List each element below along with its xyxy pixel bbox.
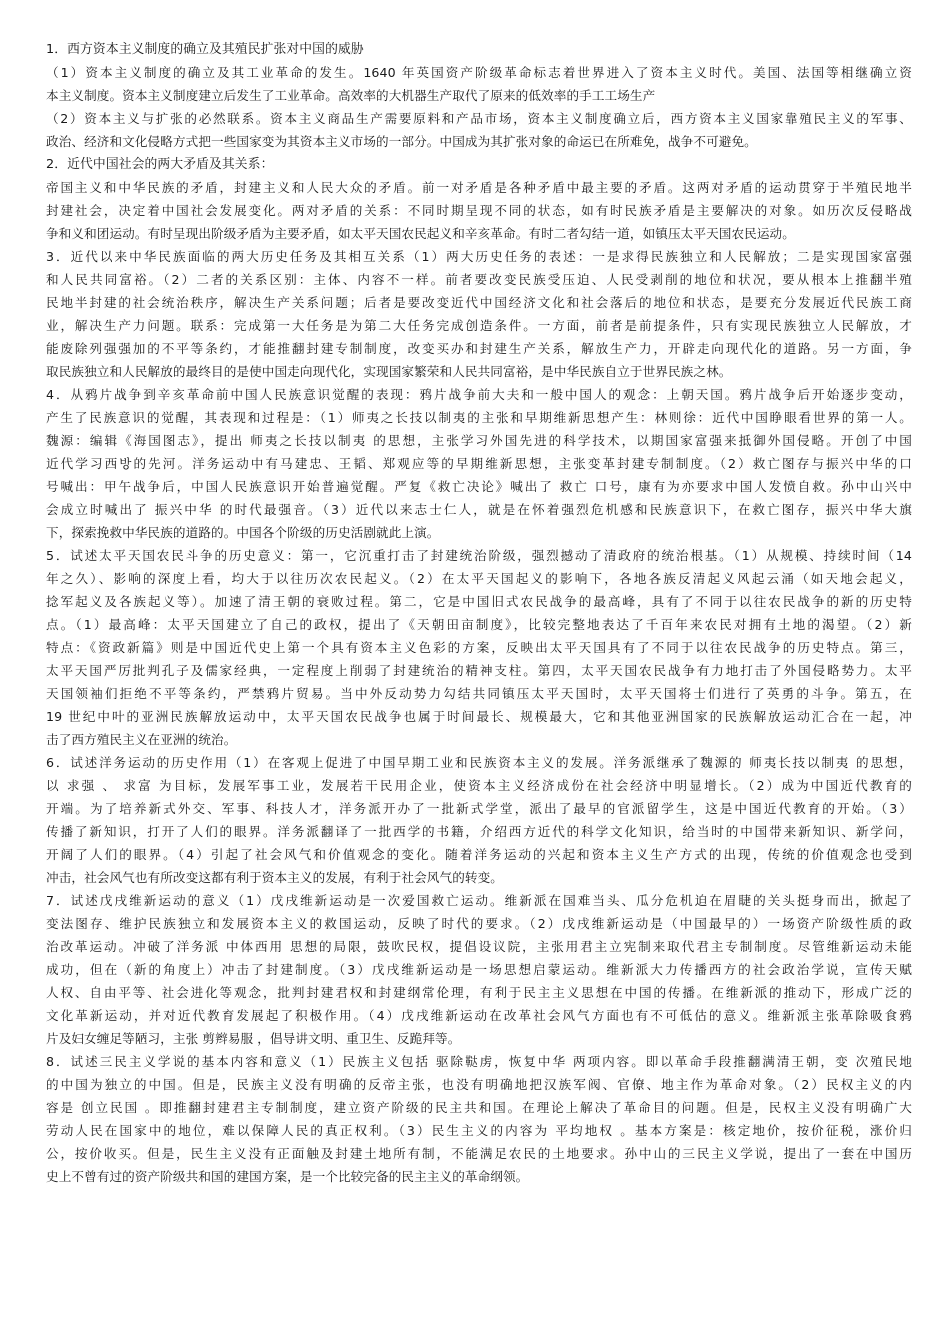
section-4-text-line: 产生了民族意识的觉醒，其表现和过程是：（1）师夷之长技以制夷的主张和早期维新思想产生：林则徐：近代中国睁眼看世界的第一人。 [46, 410, 912, 425]
section-4-text-line: 近代学习西방的先河。洋务运动中有马建忠、王韬、郑观应等的早期维新思想，主张变革封建专制制度。（2）救亡图存与振兴中华的口 [46, 456, 912, 471]
section-8-text-line: 史上不曾有过的资产阶级共和国的建国方案，是一个比较完备的民主主义的革命纲领。 [46, 1169, 529, 1184]
section-3-text-line: 3．近代以来中华民族面临的两大历史任务及其相互关系（1）两大历史任务的表述：一是求得民族独立和人民解放；二是实现国家富强 [46, 249, 912, 264]
section-4-text-line: 号喊出：甲午战争后，中国人民族意识开始普遍觉醒。严复《救亡决论》喊出了 救亡 口号，康有为亦要求中国人发愤自救。孙中山兴中 [46, 479, 912, 494]
section-7-text-line: 成功，但在（新的角度上）冲击了封建制度。（3）戊戌维新运动是一场思想启蒙运动。维新派大力传播西方的社会政治学说，宣传天赋 [46, 962, 912, 977]
section-8-text-line: 容是 创立民国 。即推翻封建君主专制制度，建立资产阶级的民主共和国。在理论上解决了革命目的问题。但是，民权主义没有明确广大 [46, 1100, 912, 1115]
section-4-text-line: 4．从鸦片战争到辛亥革命前中国人民族意识觉醒的表现：鸦片战争前大夫和一般中国人的观念：上朝天国。鸦片战争后开始逐步变动， [46, 387, 912, 402]
section-8-text-line: 8．试述三民主义学说的基本内容和意义（1）民族主义包括 驱除鞑虏，恢复中华 两项内容。即以革命手段推翻满清王朝，变 次殖民地 [46, 1054, 912, 1069]
section-6-text-line: 冲击，社会风气也有所改变这都有利于资本主义的发展，有利于社会风气的转变。 [46, 870, 503, 885]
section-7-text-line: 7．试述戊戌维新运动的意义（1）戊戌维新运动是一次爱国救亡运动。维新派在国难当头、瓜分危机迫在眉睫的关头挺身而出，掀起了 [46, 893, 912, 908]
section-5-text-line: 点。（1）最高峰：太平天国建立了自己的政权，提出了《天朝田亩制度》，比较完整地表达了千百年来农民对拥有土地的渴望。（2）新 [46, 617, 912, 632]
section-4-text-line: 会成立时喊出了 振兴中华 的时代最强音。（3）近代以来志士仁人，就是在怀着强烈危机感和民族意识下，在救亡图存，振兴中华大旗 [46, 502, 912, 517]
section-6-text-line: 6．试述洋务运动的历史作用（1）在客观上促进了中国早期工业和民族资本主义的发展。洋务派继承了魏源的 师夷长技以制夷 的思想， [46, 755, 912, 770]
section-5-text-line: 5．试述太平天国农民斗争的历史意义：第一，它沉重打击了封建统治阶级，强烈撼动了清政府的统治根基。（1）从规模、持续时间（14 [46, 548, 912, 563]
section-8-text-line: 公，按价收买。但是，民生主义没有正面触及封建土地所有制，不能满足农民的土地要求。孙中山的三民主义学说，提出了一套在中国历 [46, 1146, 912, 1161]
section-2-text-line: 争和义和团运动。有时呈现出阶级矛盾为主要矛盾，如太平天国农民起义和辛亥革命。有时二者勾结一道，如镇压太平天国农民运动。 [46, 226, 795, 241]
section-2-text-line: 封建社会，决定着中国社会发展变化。两对矛盾的关系：不同时期呈现不同的状态，如有时民族矛盾是主要解决的对象。如历次反侵略战 [46, 203, 912, 218]
section-6-text-line: 以 求强 、 求富 为目标，发展军事工业，发展若干民用企业，使资本主义经济成份在社会经济中明显增长。（2）成为中国近代教育的 [46, 778, 912, 793]
section-6-text-line: 传播了新知识，打开了人们的眼界。洋务派翻译了一批西学的书籍，介绍西方近代的科学文化知识，给当时的中国带来新知识、新学问， [46, 824, 912, 839]
section-3-text-line: 业，解决生产力问题。联系：完成第一大任务是为第二大任务完成创造条件。一方面，前者是前提条件，只有实现民族独立人民解放，才 [46, 318, 912, 333]
section-7-text-line: 片及妇女缠足等陋习，主张 剪辫易服 ，倡导讲文明、重卫生、反跪拜等。 [46, 1031, 461, 1046]
section-5-text-line: 19 世纪中叶的亚洲民族解放运动中，太平天国农民战争也属于时间最长、规模最大，它和其他亚洲国家的民族解放运动汇合在一起，冲 [46, 709, 912, 724]
section-5-text-line: 太平天国严厉批判孔子及儒家经典，一定程度上削弱了封建统治的精神支柱。第四，太平天国农民战争有力地打击了外国侵略势力。太平 [46, 663, 912, 678]
section-4-text-line: 下，探索挽救中华民族的道路的。中国各个阶级的历史活剧就此上演。 [46, 525, 440, 540]
section-7-text-line: 治改革运动。冲破了洋务派 中体西用 思想的局限，鼓吹民权，提倡设议院，主张用君主立宪制来取代君主专制制度。尽管维新运动未能 [46, 939, 912, 954]
section-4-text-line: 魏源：编辑《海国图志》，提出 师夷之长技以制夷 的思想，主张学习外国先进的科学技术，以期国家富强来抵御外国侵略。开创了中国 [46, 433, 912, 448]
section-5-text-line: 天国领袖们拒绝不平等条约，严禁鸦片贸易。当中外反动势力勾结共同镇压太平天国时，太平天国将士们进行了英勇的斗争。第五，在 [46, 686, 912, 701]
section-1-text-line: 本主义制度。资本主义制度建立后发生了工业革命。高效率的大机器生产取代了原来的低效率的手工工场生产 [46, 88, 656, 103]
section-7-text-line: 文化革新运动，并对近代教育发展起了积极作用。（4）戊戌维新运动在改革社会风气方面也有不可低估的意义。维新派主张革除吸食鸦 [46, 1008, 912, 1023]
section-5-text-line: 捻军起义及各族起义等）。加速了清王朝的衰败过程。第二，它是中国旧式农民战争的最高峰，具有了不同于以往农民战争的新的历史特 [46, 594, 912, 609]
section-8-text-line: 的中国为独立的中国。但是，民族主义没有明确的反帝主张，也没有明确地把汉族军阀、官僚、地主作为革命对象。（2）民权主义的内 [46, 1077, 912, 1092]
section-7-text-line: 变法图存、维护民族独立和发展资本主义的救国运动，反映了时代的要求。（2）戊戌维新运动是（中国最早的）一场资产阶级性质的政 [46, 916, 912, 931]
section-1-text-line: （2）资本主义与扩张的必然联系。资本主义商品生产需要原料和产品市场，资本主义制度确立后，西方资本主义国家靠殖民主义的军事、 [46, 111, 912, 126]
section-1-text-line: （1）资本主义制度的确立及其工业革命的发生。1640 年英国资产阶级革命标志着世界进入了资本主义时代。美国、法国等相继确立资 [46, 65, 912, 80]
section-5-text-line: 击了西方殖民主义在亚洲的统治。 [46, 732, 237, 747]
section-2-text-line: 帝国主义和中华民族的矛盾，封建主义和人民大众的矛盾。前一对矛盾是各种矛盾中最主要的矛盾。这两对矛盾的运动贯穿于半殖民地半 [46, 180, 912, 195]
section-3-text-line: 民地半封建的社会统治秩序，解决生产关系问题；后者是要改变近代中国经济文化和社会落后的地位和状态，是要充分发展近代民族工商 [46, 295, 912, 310]
section-8-text-line: 劳动人民在国家中的地位，难以保障人民的真正权利。（3）民生主义的内容为 平均地权 。基本方案是：核定地价，按价征税，涨价归 [46, 1123, 912, 1138]
section-3-text-line: 能废除列强强加的不平等条约，才能推翻封建专制制度，改变买办和封建生产关系，解放生产力，开辟走向现代化的道路。另一方面，争 [46, 341, 912, 356]
section-1-heading: 1．西方资本主义制度的确立及其殖民扩张对中国的威胁 [46, 42, 364, 57]
section-3-text-line: 和人民共同富裕。（2）二者的关系区别：主体、内容不一样。前者要改变民族受压迫、人民受剥削的地位和状况，要从根本上推翻半殖 [46, 272, 912, 287]
section-5-text-line: 特点：《资政新篇》则是中国近代史上第一个具有资本主义色彩的方案，反映出太平天国具有了不同于以往农民战争的历史特点。第三， [46, 640, 912, 655]
section-6-text-line: 开阔了人们的眼界。（4）引起了社会风气和价值观念的变化。随着洋务运动的兴起和资本主义生产方式的出现，传统的价值观念也受到 [46, 847, 912, 862]
section-6-text-line: 开端。为了培养新式外交、军事、科技人才，洋务派开办了一批新式学堂，派出了最早的官派留学生，这是中国近代教育的开始。（3） [46, 801, 912, 816]
section-7-text-line: 人权、自由平等、社会进化等观念，批判封建君权和封建纲常伦理，有利于民主主义思想在中国的传播。在维新派的推动下，形成广泛的 [46, 985, 912, 1000]
section-2-heading: 2．近代中国社会的两大矛盾及其关系： [46, 157, 274, 172]
section-3-text-line: 取民族独立和人民解放的最终目的是使中国走向现代化，实现国家繁荣和人民共同富裕，是中华民族自立于世界民族之林。 [46, 364, 732, 379]
section-1-text-line: 政治、经济和文化侵略方式把一些国家变为其资本主义市场的一部分。中国成为其扩张对象的命运已在所难免，战争不可避免。 [46, 134, 757, 149]
section-5-text-line: 年之久）、影响的深度上看，均大于以往历次农民起义。（2）在太平天国起义的影响下，各地各族反清起义风起云涌（如天地会起义， [46, 571, 912, 586]
